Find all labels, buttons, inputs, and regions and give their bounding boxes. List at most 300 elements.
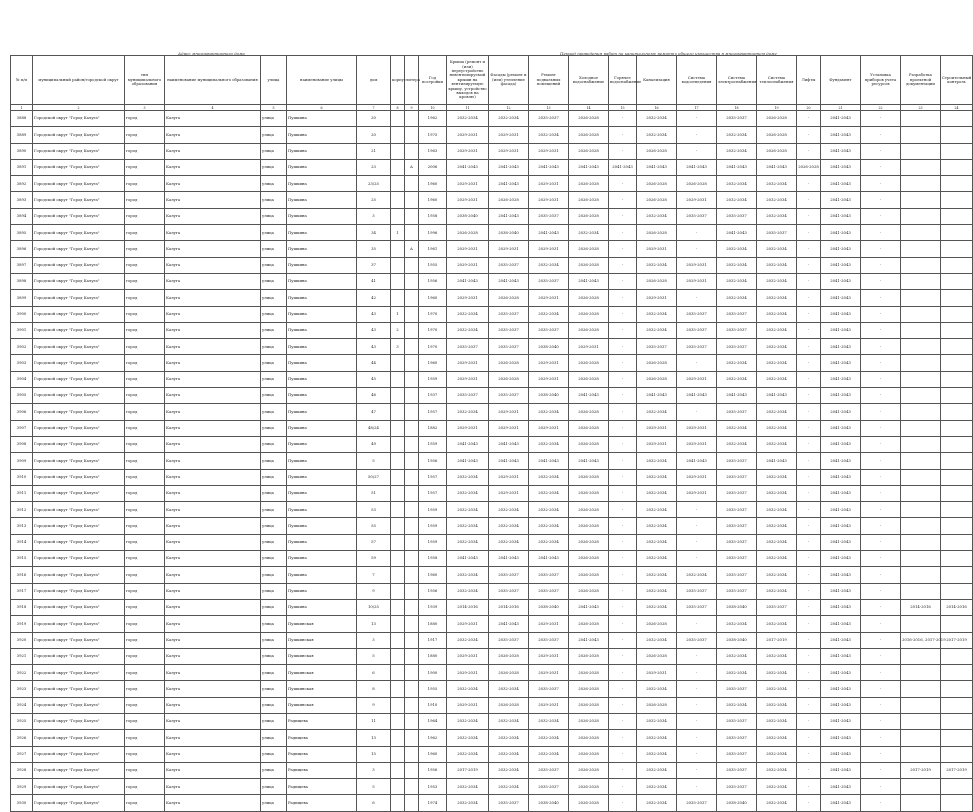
table-cell: город <box>125 241 165 257</box>
table-cell: Калуга <box>165 371 261 387</box>
table-cell: улица <box>261 143 287 159</box>
table-cell: 2041-2043 <box>447 453 489 469</box>
table-cell: Городской округ "Город Калуга" <box>33 127 125 143</box>
table-cell: 1957 <box>419 404 447 420</box>
table-cell: Калуга <box>165 273 261 289</box>
table-cell: улица <box>261 290 287 306</box>
table-cell: 2038-2040 <box>529 388 569 404</box>
table-cell: - <box>861 632 901 648</box>
table-cell: 1 <box>391 225 405 241</box>
table-cell: 43 <box>357 339 391 355</box>
table-cell: 2041-2043 <box>821 241 861 257</box>
table-cell: 2032-2034 <box>637 469 677 485</box>
table-cell: 2035-2037 <box>677 322 717 338</box>
table-cell: 2035-2037 <box>717 469 757 485</box>
table-cell: 2041-2043 <box>821 420 861 436</box>
table-cell: 3 <box>357 208 391 224</box>
column-header: Год постройки <box>419 56 447 105</box>
table-cell: улица <box>261 404 287 420</box>
table-cell: Городской округ "Город Калуга" <box>33 143 125 159</box>
table-row <box>11 648 973 664</box>
table-cell: 2032-2034 <box>447 746 489 762</box>
table-cell: 1960 <box>419 567 447 583</box>
table-cell: 2029-2031 <box>447 616 489 632</box>
table-cell: 2032-2034 <box>447 795 489 811</box>
table-cell: 2041-2043 <box>821 143 861 159</box>
table-cell: Калуга <box>165 648 261 664</box>
table-cell: 13 <box>357 730 391 746</box>
table-cell: 3897 <box>11 257 33 273</box>
table-cell <box>901 355 941 371</box>
table-cell: - <box>609 176 637 192</box>
table-cell: 2041-2043 <box>489 159 529 175</box>
table-cell: 2032-2034 <box>637 551 677 567</box>
table-cell: город <box>125 143 165 159</box>
table-cell: город <box>125 371 165 387</box>
table-cell <box>405 225 419 241</box>
table-cell: - <box>609 420 637 436</box>
table-cell: улица <box>261 241 287 257</box>
table-cell: 2029-2031 <box>447 143 489 159</box>
table-cell: 2032-2034 <box>489 111 529 127</box>
table-cell: - <box>797 583 821 599</box>
table-cell: Калуга <box>165 762 261 778</box>
table-cell: 2026-2028 <box>569 257 609 273</box>
table-cell: 2032-2034 <box>757 192 797 208</box>
table-cell: Городской округ "Город Калуга" <box>33 485 125 501</box>
table-cell: 2035-2037 <box>717 730 757 746</box>
table-cell <box>901 518 941 534</box>
table-cell <box>391 795 405 811</box>
table-cell: 3894 <box>11 208 33 224</box>
table-cell: 2029-2031 <box>447 697 489 713</box>
table-cell: - <box>861 208 901 224</box>
table-cell <box>941 616 973 632</box>
table-cell: 2035-2037 <box>717 583 757 599</box>
table-cell: город <box>125 420 165 436</box>
table-cell: 6 <box>357 665 391 681</box>
table-cell: 2029-2031 <box>447 648 489 664</box>
table-cell: А <box>405 159 419 175</box>
table-cell: город <box>125 355 165 371</box>
table-cell: 3913 <box>11 518 33 534</box>
table-cell: 3903 <box>11 355 33 371</box>
table-cell: - <box>797 453 821 469</box>
table-cell: Городской округ "Город Калуга" <box>33 502 125 518</box>
table-cell: 50/27 <box>357 469 391 485</box>
table-cell: улица <box>261 599 287 615</box>
table-row <box>11 746 973 762</box>
table-cell: 2035-2037 <box>717 485 757 501</box>
table-cell <box>405 453 419 469</box>
table-cell: город <box>125 322 165 338</box>
table-cell: город <box>125 502 165 518</box>
table-cell: - <box>797 322 821 338</box>
table-cell: 2032-2034 <box>757 436 797 452</box>
table-cell: 2041-2043 <box>821 518 861 534</box>
table-cell <box>405 599 419 615</box>
table-cell: 2032-2034 <box>637 762 677 778</box>
table-row <box>11 176 973 192</box>
table-cell: 2041-2043 <box>447 273 489 289</box>
table-cell <box>391 241 405 257</box>
table-cell: - <box>861 306 901 322</box>
table-cell: 2041-2043 <box>821 225 861 241</box>
table-cell <box>405 339 419 355</box>
table-cell: - <box>609 567 637 583</box>
table-cell: улица <box>261 779 287 795</box>
table-cell: - <box>797 273 821 289</box>
table-cell: 1975 <box>419 127 447 143</box>
table-cell: - <box>861 746 901 762</box>
table-cell: 2032-2034 <box>489 762 529 778</box>
table-row <box>11 534 973 550</box>
table-cell: 2026-2028 <box>569 306 609 322</box>
table-cell <box>391 469 405 485</box>
table-cell <box>901 567 941 583</box>
table-cell: 2035-2037 <box>489 339 529 355</box>
table-cell <box>391 551 405 567</box>
table-cell <box>941 322 973 338</box>
table-cell: - <box>609 339 637 355</box>
table-cell: 2032-2034 <box>637 485 677 501</box>
table-cell: 2026-2028 <box>569 192 609 208</box>
column-number: 18 <box>717 105 757 111</box>
table-cell: 2026-2028 <box>489 697 529 713</box>
table-cell <box>901 795 941 811</box>
table-cell: 2026-2028 <box>489 648 529 664</box>
table-cell: 2032-2034 <box>717 176 757 192</box>
column-header: Система электроснабжения <box>717 56 757 105</box>
table-cell: 2041-2043 <box>821 485 861 501</box>
table-cell: город <box>125 469 165 485</box>
table-cell: 2032-2034 <box>637 322 677 338</box>
table-cell: город <box>125 306 165 322</box>
table-cell: 2041-2043 <box>821 469 861 485</box>
table-cell: 2041-2043 <box>821 779 861 795</box>
table-cell: 2026-2028 <box>569 290 609 306</box>
column-number: 13 <box>529 105 569 111</box>
table-cell: - <box>861 388 901 404</box>
table-cell: 3899 <box>11 290 33 306</box>
table-cell: 2029-2031 <box>529 371 569 387</box>
table-cell: - <box>797 306 821 322</box>
table-cell <box>901 436 941 452</box>
table-cell: 3900 <box>11 306 33 322</box>
table-cell <box>405 111 419 127</box>
table-cell: 2032-2034 <box>757 648 797 664</box>
table-cell: 2032-2034 <box>637 713 677 729</box>
table-cell: 2032-2034 <box>489 713 529 729</box>
table-cell <box>901 339 941 355</box>
table-cell: Калуга <box>165 779 261 795</box>
table-cell: улица <box>261 762 287 778</box>
table-cell: 2032-2034 <box>489 534 529 550</box>
table-cell: город <box>125 518 165 534</box>
table-cell: Пушкина <box>287 306 357 322</box>
table-cell: 1962 <box>419 111 447 127</box>
table-cell: 2032-2034 <box>757 208 797 224</box>
table-cell: 2035-2037 <box>717 551 757 567</box>
table-row <box>11 779 973 795</box>
table-cell: город <box>125 257 165 273</box>
table-cell <box>405 273 419 289</box>
table-cell: 2032-2034 <box>637 583 677 599</box>
table-cell: 2026-2028 <box>569 746 609 762</box>
table-cell: 3928 <box>11 762 33 778</box>
table-cell: 2026-2028 <box>569 111 609 127</box>
table-cell: - <box>609 795 637 811</box>
table-cell: 2035-2037 <box>489 322 529 338</box>
table-cell: 2029-2031 <box>447 192 489 208</box>
table-cell: 2035-2037 <box>637 339 677 355</box>
table-cell <box>941 453 973 469</box>
table-cell: 3892 <box>11 176 33 192</box>
table-cell <box>941 551 973 567</box>
table-cell: Калуга <box>165 453 261 469</box>
table-cell: 2032-2034 <box>717 192 757 208</box>
table-cell: 2041-2043 <box>569 159 609 175</box>
table-cell: 2041-2043 <box>717 159 757 175</box>
table-cell: 2035-2037 <box>529 208 569 224</box>
table-cell <box>405 436 419 452</box>
table-cell <box>391 159 405 175</box>
table-cell: 2032-2034 <box>447 502 489 518</box>
table-cell: Городской округ "Город Калуга" <box>33 420 125 436</box>
table-cell <box>901 322 941 338</box>
table-cell <box>901 273 941 289</box>
table-cell: 3927 <box>11 746 33 762</box>
table-cell: город <box>125 453 165 469</box>
table-cell: 2041-2043 <box>447 436 489 452</box>
table-cell: 2032-2034 <box>637 567 677 583</box>
table-cell <box>391 518 405 534</box>
table-cell: 2029-2031 <box>637 665 677 681</box>
table-cell: 2035-2037 <box>489 388 529 404</box>
table-cell: Городской округ "Город Калуга" <box>33 241 125 257</box>
table-cell: 2026-2028 <box>637 355 677 371</box>
table-cell: 48/24 <box>357 420 391 436</box>
table-cell: 2041-2043 <box>821 453 861 469</box>
table-cell <box>391 453 405 469</box>
table-cell: 1959 <box>419 534 447 550</box>
table-cell: 2032-2034 <box>637 127 677 143</box>
table-cell: улица <box>261 420 287 436</box>
table-cell: Городской округ "Город Калуга" <box>33 762 125 778</box>
table-cell: 1937 <box>419 388 447 404</box>
table-cell: 2035-2037 <box>529 762 569 778</box>
table-cell: Калуга <box>165 159 261 175</box>
table-cell <box>405 404 419 420</box>
table-row <box>11 469 973 485</box>
table-cell: Городской округ "Город Калуга" <box>33 681 125 697</box>
table-cell: Калуга <box>165 388 261 404</box>
table-cell: 2026-2028 <box>637 176 677 192</box>
table-cell: 35 <box>357 241 391 257</box>
table-cell: 2041-2043 <box>637 388 677 404</box>
table-cell: Пушкина <box>287 469 357 485</box>
table-cell: 2029-2031 <box>677 469 717 485</box>
table-cell: Пушкина <box>287 159 357 175</box>
column-header: Крыша (ремонт и (или) переустройство невентилируемой крыши на вентилируемую крышу, устройство выходов на кровлю) <box>447 56 489 105</box>
table-cell: - <box>861 176 901 192</box>
table-cell <box>941 339 973 355</box>
table-cell: 2041-2043 <box>821 713 861 729</box>
table-cell: 37 <box>357 257 391 273</box>
table-cell: 2041-2043 <box>821 551 861 567</box>
table-cell: 2035-2037 <box>489 567 529 583</box>
table-cell: Пушкина <box>287 567 357 583</box>
table-cell: - <box>797 551 821 567</box>
table-cell <box>405 420 419 436</box>
table-cell: улица <box>261 681 287 697</box>
table-cell <box>941 746 973 762</box>
table-cell: 2038-2040 <box>717 632 757 648</box>
table-cell: 42 <box>357 290 391 306</box>
column-header: Разработка проектной документации <box>901 56 941 105</box>
table-cell: 2035-2037 <box>677 795 717 811</box>
table-cell: 2032-2034 <box>489 502 529 518</box>
table-cell: - <box>797 225 821 241</box>
table-cell: 2032-2034 <box>529 127 569 143</box>
table-cell: город <box>125 485 165 501</box>
table-cell: 3895 <box>11 225 33 241</box>
table-cell: 2035-2037 <box>489 583 529 599</box>
table-cell <box>901 420 941 436</box>
table-cell <box>901 453 941 469</box>
table-cell: 57 <box>357 534 391 550</box>
table-cell <box>901 127 941 143</box>
table-row <box>11 697 973 713</box>
table-cell: 2032-2034 <box>717 420 757 436</box>
table-cell: - <box>861 290 901 306</box>
table-cell: 6 <box>357 795 391 811</box>
table-cell: 2035-2037 <box>717 111 757 127</box>
table-cell <box>391 290 405 306</box>
table-cell: 2035-2037 <box>717 306 757 322</box>
table-cell: Пушкина <box>287 290 357 306</box>
table-cell: - <box>609 436 637 452</box>
table-cell: Городской округ "Город Калуга" <box>33 469 125 485</box>
table-cell: Калуга <box>165 469 261 485</box>
table-cell: 1956 <box>419 273 447 289</box>
table-cell: - <box>797 567 821 583</box>
table-row <box>11 436 973 452</box>
table-cell: город <box>125 648 165 664</box>
table-cell: Городской округ "Город Калуга" <box>33 371 125 387</box>
table-cell: - <box>609 290 637 306</box>
column-number: 9 <box>405 105 419 111</box>
table-cell <box>405 681 419 697</box>
column-header: корпус <box>391 56 405 105</box>
table-cell: Пушкина <box>287 436 357 452</box>
table-cell: - <box>609 404 637 420</box>
table-cell: 1956 <box>419 762 447 778</box>
table-cell: Калуга <box>165 681 261 697</box>
table-cell: - <box>861 567 901 583</box>
table-cell <box>405 713 419 729</box>
table-cell: 2014-2016 <box>901 599 941 615</box>
table-cell <box>901 697 941 713</box>
table-cell: - <box>861 241 901 257</box>
table-cell <box>941 665 973 681</box>
table-cell: 2032-2034 <box>757 290 797 306</box>
table-cell: улица <box>261 355 287 371</box>
table-cell: - <box>861 192 901 208</box>
table-cell: Городской округ "Город Калуга" <box>33 583 125 599</box>
table-cell: город <box>125 388 165 404</box>
table-cell: 2032-2034 <box>447 730 489 746</box>
table-cell: 1961 <box>419 241 447 257</box>
table-cell: - <box>797 762 821 778</box>
table-cell: 2032-2034 <box>529 534 569 550</box>
table-cell: 2041-2043 <box>637 159 677 175</box>
table-cell <box>405 176 419 192</box>
table-cell: 2032-2034 <box>757 681 797 697</box>
table-cell: 47 <box>357 404 391 420</box>
table-row <box>11 355 973 371</box>
column-number: 11 <box>447 105 489 111</box>
table-cell: 1958 <box>419 551 447 567</box>
table-cell: Городской округ "Город Калуга" <box>33 208 125 224</box>
table-cell: - <box>609 273 637 289</box>
table-cell: 2026-2028 <box>637 648 677 664</box>
table-cell: Калуга <box>165 583 261 599</box>
table-cell: Пушкинская <box>287 632 357 648</box>
table-cell: улица <box>261 551 287 567</box>
table-cell: Городской округ "Город Калуга" <box>33 192 125 208</box>
table-cell: Калуга <box>165 730 261 746</box>
table-cell <box>391 616 405 632</box>
table-cell: 2041-2043 <box>447 551 489 567</box>
table-cell: улица <box>261 648 287 664</box>
table-cell: 2041-2043 <box>609 159 637 175</box>
table-cell: 2032-2034 <box>637 534 677 550</box>
table-cell: улица <box>261 436 287 452</box>
table-cell: - <box>609 681 637 697</box>
column-number: 1 <box>11 105 33 111</box>
table-cell: 2041-2043 <box>821 290 861 306</box>
table-row <box>11 111 973 127</box>
table-cell: 2041-2043 <box>821 192 861 208</box>
table-cell: 2029-2031 <box>637 436 677 452</box>
table-cell: - <box>677 681 717 697</box>
table-cell: улица <box>261 257 287 273</box>
table-cell: 1960 <box>419 355 447 371</box>
table-cell: 2041-2043 <box>821 632 861 648</box>
table-cell: 2026-2028 <box>447 225 489 241</box>
column-header: Строительный контроль <box>941 56 973 105</box>
table-cell <box>405 551 419 567</box>
table-cell: 2032-2034 <box>717 648 757 664</box>
table-cell: 3908 <box>11 436 33 452</box>
table-cell: Калуга <box>165 518 261 534</box>
table-cell: Калуга <box>165 257 261 273</box>
table-cell: 2032-2034 <box>757 485 797 501</box>
table-cell: улица <box>261 583 287 599</box>
table-cell: - <box>609 485 637 501</box>
table-cell: город <box>125 111 165 127</box>
table-cell <box>941 290 973 306</box>
table-cell: 2041-2043 <box>821 697 861 713</box>
table-cell: - <box>677 355 717 371</box>
table-cell: 2032-2034 <box>447 404 489 420</box>
table-cell: 2032-2034 <box>637 257 677 273</box>
table-cell <box>405 665 419 681</box>
table-cell <box>941 192 973 208</box>
table-cell: 2032-2034 <box>717 616 757 632</box>
table-cell: - <box>861 322 901 338</box>
